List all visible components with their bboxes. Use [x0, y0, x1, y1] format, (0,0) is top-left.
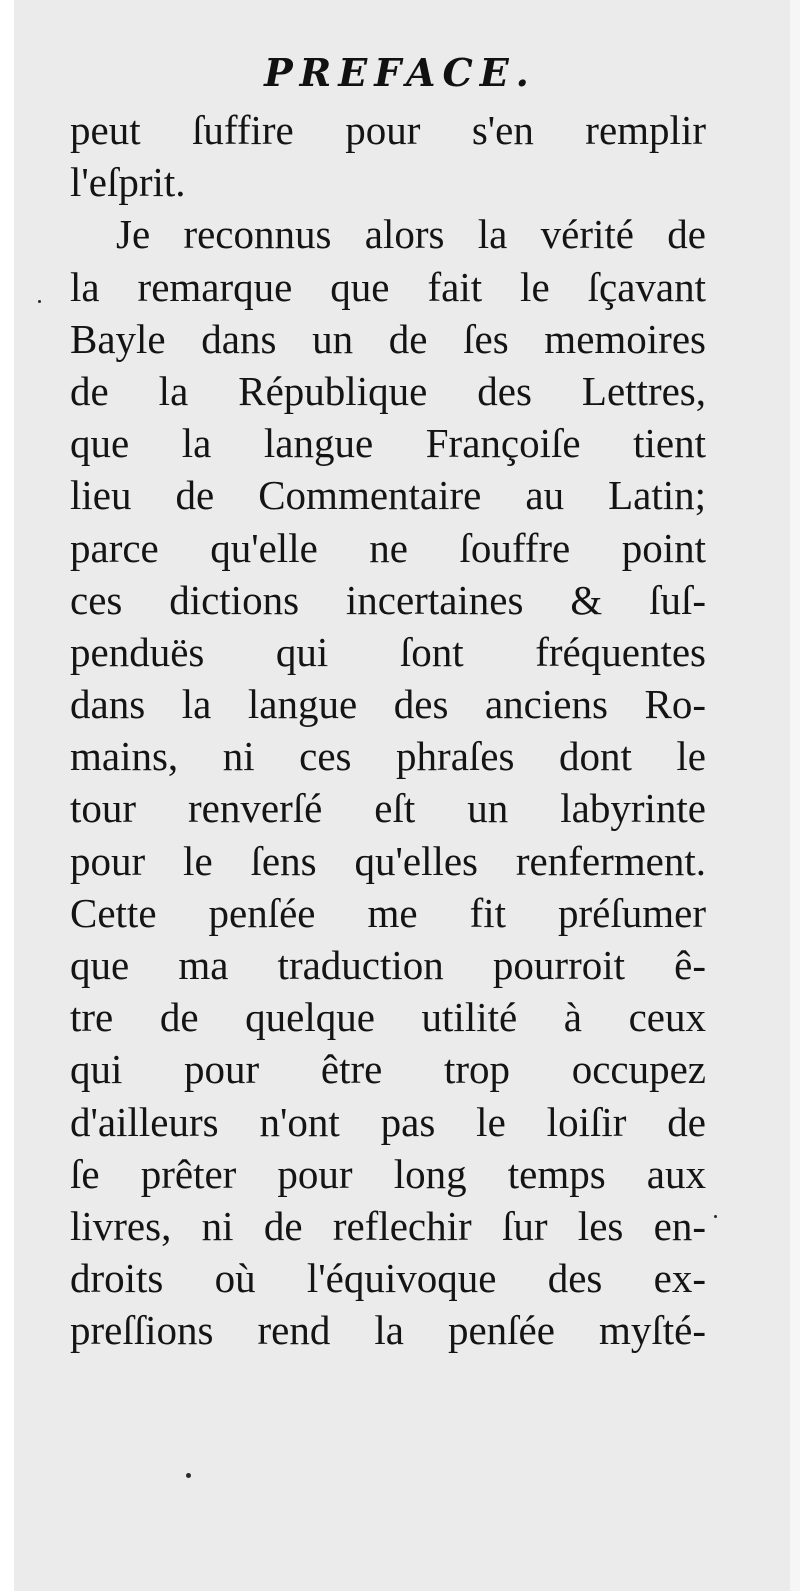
text-line: preſſions rend la penſée myſté-: [70, 1307, 706, 1354]
text-line: de la République des Lettres,: [70, 367, 706, 414]
scan-margin-right: [790, 0, 800, 1591]
text-line: ces dictions incertaines & ſuſ-: [70, 576, 706, 623]
ink-speck: [186, 1473, 191, 1478]
text-line: droits où l'équivoque des ex-: [70, 1255, 706, 1302]
body-text: [70, 104, 706, 1357]
text-line: livres, ni de reflechir ſur les en-: [70, 1202, 706, 1249]
scan-margin-left: [0, 0, 14, 1591]
text-line: que la langue Françoiſe tient: [70, 420, 706, 467]
text-line: Je reconnus alors la vérité de: [116, 211, 706, 258]
text-line: d'ailleurs n'ont pas le loiſir de: [70, 1098, 706, 1145]
text-line: dans la langue des anciens Ro-: [70, 681, 706, 728]
text-line: Cette penſée me fit préſumer: [70, 889, 706, 936]
ink-speck: [38, 300, 41, 303]
text-line: penduës qui ſont fréquentes: [70, 628, 706, 675]
text-line: la remarque que fait le ſçavant: [70, 263, 706, 310]
running-head: PREFACE.: [264, 50, 536, 95]
text-line: ſe prêter pour long temps aux: [70, 1150, 706, 1197]
text-line: peut ſuffire pour s'en remplir: [70, 107, 706, 153]
text-line: tre de quelque utilité à ceux: [70, 994, 706, 1041]
text-line: que ma traduction pourroit ê-: [70, 942, 706, 988]
text-line: lieu de Commentaire au Latin;: [70, 472, 706, 519]
text-line: tour renverſé eſt un labyrinte: [70, 785, 706, 832]
text-line: pour le ſens qu'elles renferment.: [70, 837, 706, 884]
text-line: parce qu'elle ne ſouffre point: [70, 524, 706, 571]
ink-speck: [714, 1215, 717, 1218]
text-line: mains, ni ces phraſes dont le: [70, 733, 706, 780]
text-line: qui pour être trop occupez: [70, 1046, 706, 1093]
text-line: Bayle dans un de ſes memoires: [70, 315, 706, 362]
text-line: l'eſprit.: [70, 159, 186, 206]
